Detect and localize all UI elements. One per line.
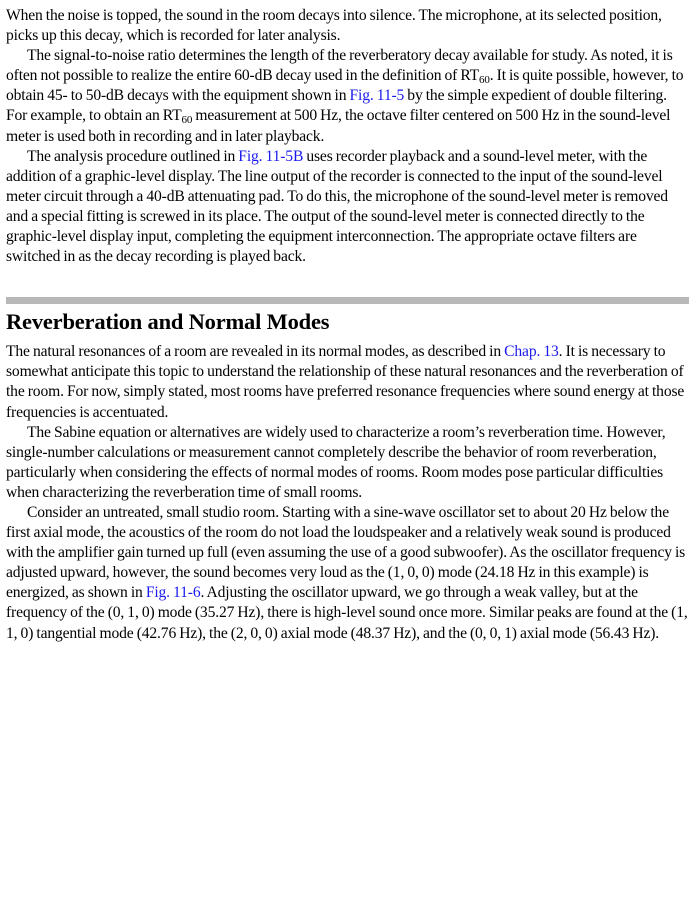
link-fig-11-5b[interactable]: Fig. 11-5B xyxy=(238,147,304,165)
paragraph-noise-decay: When the noise is topped, the sound in the room decays into silence. The microphone, at its selected position, picks up this decay, which is recorded for later analysis. xyxy=(6,7,662,45)
section-heading: Reverberation and Normal Modes xyxy=(6,309,330,335)
paragraph-studio-room: Consider an untreated, small studio room. Starting with a sine-wave oscillator set to about 20 Hz below the first axial mode, the acoustics of the room do not load the loudspeaker and a relatively weak sound is produced with the amplifier gain turned up full (even assuming the use of a good subwoofer). As the oscillator frequency is adjusted upward, however, the sound becomes very loud as the (1, 0, 0) mode (24.18 Hz in this example) is energized, as shown in Fig. 11-6. Adjusting the oscillator upward, we go through a weak valley, but at the frequency of the (0, 1, 0) mode (35.27 Hz), there is high-level sound once more. Similar peaks are found at the (1, 1, 0) tangential mode (42.76 Hz), the (2, 0, 0) axial mode (48.37 Hz), and the (0, 0, 1) axial mode (56.43 Hz). xyxy=(6,503,688,642)
paragraph-analysis-procedure: The analysis procedure outlined in Fig. 11-5B uses recorder playback and a sound-level meter, with the addition of a graphic-level display. The line output of the recorder is connected to the input of the sound-level meter circuit through a 40-dB attenuating pad. To do this, the microphone of the sound-level meter is removed and a special fitting is screwed in its place. The output of the sound-level meter is connected directly to the graphic-level display input, completing the equipment interconnection. The appropriate octave filters are switched in as the decay recording is played back. xyxy=(6,147,668,266)
section-divider xyxy=(6,297,689,304)
link-fig-11-6[interactable]: Fig. 11-6 xyxy=(145,584,201,602)
paragraph-natural-resonances: The natural resonances of a room are revealed in its normal modes, as described in Chap. 13. It is necessary to somewhat anticipate this topic to understand the relationship of these natural resonances and the reverberation of the room. For now, simply stated, most rooms have preferred resonance frequencies where sound energy at those frequencies is accentuated. xyxy=(6,343,685,421)
paragraph-signal-to-noise: The signal-to-noise ratio determines the length of the reverberatory decay available for study. As noted, it is often not possible to realize the entire 60-dB decay used in the definition of $RT_{60}$. It is quite possible, however, to obtain 45- to 50-dB decays with the equipment shown in Fig. 11-5 by the simple expedient of double filtering. For example, to obtain an $RT_{60}$ measurement at 500 Hz, the octave filter centered on 500 Hz in the sound-level meter is used both in recording and in later playback. xyxy=(6,47,684,145)
link-fig-11-5[interactable]: Fig. 11-5 xyxy=(349,87,405,105)
link-chap-13[interactable]: Chap. 13 xyxy=(504,343,559,361)
subscript-60: 60 xyxy=(181,114,193,127)
subscript-60: 60 xyxy=(479,74,490,87)
paragraph-sabine-equation: The Sabine equation or alternatives are widely used to characterize a room’s reverberation time. However, single-number calculations or measurement cannot completely describe the behavior of room reverberation, particularly when considering the effects of normal modes of rooms. Room modes pose particular difficulties when characterizing the reverberation time of small rooms. xyxy=(6,423,666,501)
